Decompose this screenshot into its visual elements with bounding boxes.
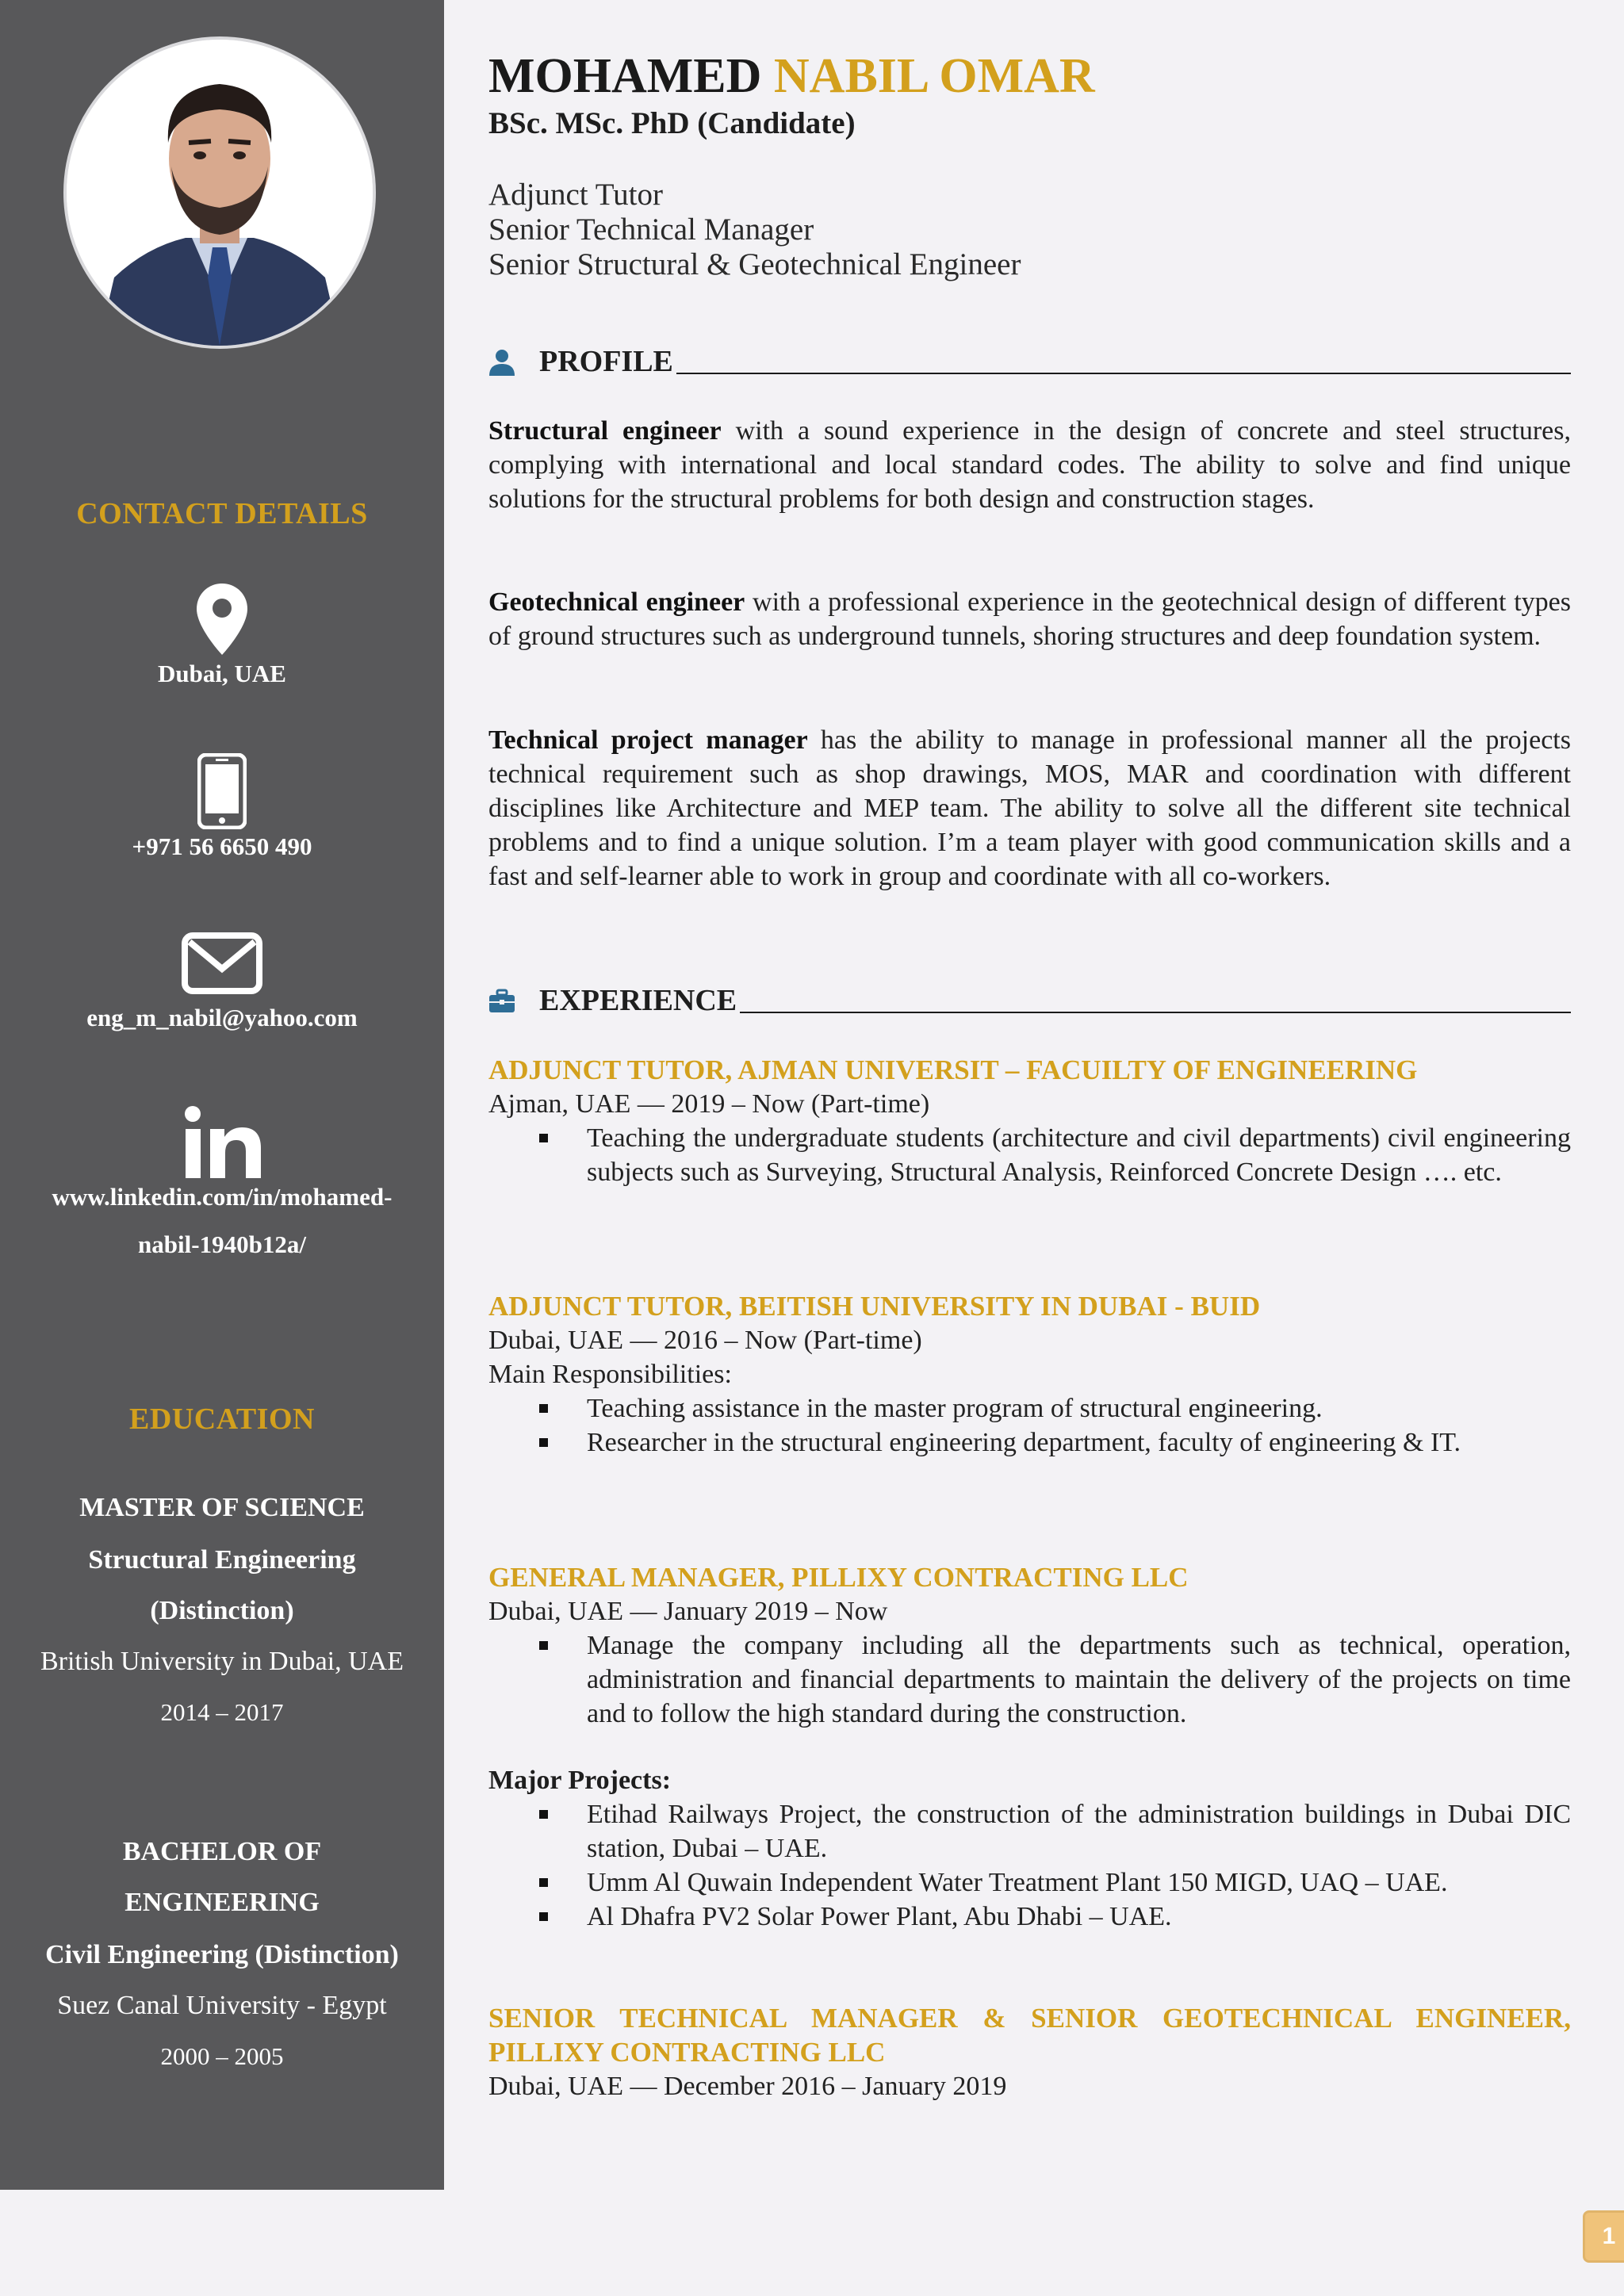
edu-master-school: British University in Dubai, UAE [40,1647,404,1676]
profile-photo [63,36,376,349]
paragraph-lead: Geotechnical engineer [488,587,745,617]
location-text: Dubai, UAE [158,660,286,687]
list-item: Teaching the undergraduate students (architecture and civil departments) civil engineering subjects such as Surveying, Structural Analysis, Reinforced Concrete Design …. etc. [488,1121,1571,1189]
list-item: Manage the company including all the departments such as technical, operation, administration and financial departments to maintain the delivery of the projects on time and to follow the high standard during the construction. [488,1628,1571,1731]
paragraph-lead: Technical project manager [488,725,808,755]
major-projects-heading: Major Projects: [488,1766,672,1795]
education-heading: EDUCATION [129,1402,315,1436]
job-titles [488,178,1021,282]
job-meta-buid: Dubai, UAE — 2016 – Now (Part-time) [488,1326,922,1355]
linkedin-url-line1[interactable]: www.linkedin.com/in/mohamed- [52,1183,393,1211]
job-responsibilities-label: Main Responsibilities: [488,1360,732,1389]
paragraph-lead: Structural engineer [488,416,722,446]
job-meta-pillixy-stm: Dubai, UAE — December 2016 – January 2019 [488,2072,1007,2101]
list-item: Teaching assistance in the master program of structural engineering. [488,1391,1571,1425]
paragraph-text: has the ability to manage in professional manner all the projects technical requirement such as shop drawings, MOS, MAR and coordination with different disciplines like Architecture and MEP team. The ability to solve all the different site technical problems and to find a unique solution. I’m a team player with good communication skills and a fast and self-learner able to work in group and coordinate with all co-workers. [488,725,1571,891]
edu-bachelor-school: Suez Canal University - Egypt [57,1991,387,2020]
person-icon [488,349,515,376]
edu-master-honor: (Distinction) [150,1596,294,1625]
edu-master-years: 2014 – 2017 [160,1698,284,1726]
job-title-ajman: ADJUNCT TUTOR, AJMAN UNIVERSIT – FACUILTY OF ENGINEERING [488,1054,1418,1085]
job-title-buid: ADJUNCT TUTOR, BEITISH UNIVERSITY IN DUBAI - BUID [488,1291,1261,1322]
paragraph-text: with a sound experience in the design of concrete and steel structures, complying with international and local standard codes. The ability to solve and find unique solutions for the structural problems for both design and construction stages. [488,416,1572,514]
experience-section-header [488,980,1571,1021]
section-divider [740,1012,1571,1013]
linkedin-url-line2[interactable]: nabil-1940b12a/ [138,1230,306,1258]
portrait-image [67,40,373,346]
edu-bachelor-field: Civil Engineering (Distinction) [45,1940,399,1969]
job-meta-pillixy-gm: Dubai, UAE — January 2019 – Now [488,1597,888,1626]
profile-heading: PROFILE [539,345,673,378]
sidebar [0,0,444,2190]
list-item: Al Dhafra PV2 Solar Power Plant, Abu Dhabi – UAE. [488,1900,1571,1934]
profile-paragraph-geotechnical [488,585,1571,653]
profile-paragraph-structural [488,414,1571,516]
job-bullets-ajman [488,1121,1571,1189]
list-item: Umm Al Quwain Independent Water Treatment Plant 150 MIGD, UAQ – UAE. [488,1866,1571,1900]
edu-master-degree: MASTER OF SCIENCE [79,1493,365,1522]
paragraph-text: with a professional experience in the geotechnical design of different types of ground structures such as underground tunnels, shoring structures and deep foundation system. [488,587,1571,651]
job-meta-ajman: Ajman, UAE — 2019 – Now (Part-time) [488,1089,930,1119]
edu-bachelor-degree-line2: ENGINEERING [124,1888,320,1917]
contact-details-heading: CONTACT DETAILS [76,497,368,530]
last-name: NABIL OMAR [773,49,1095,103]
experience-heading: EXPERIENCE [539,984,737,1017]
profile-paragraph-manager [488,723,1571,894]
profile-section-header [488,341,1571,382]
mobile-phone-icon [0,753,444,829]
job-title-pillixy-gm: GENERAL MANAGER, PILLIXY CONTRACTING LLC [488,1562,1189,1593]
full-name [488,46,1095,106]
edu-bachelor-years: 2000 – 2005 [160,2042,284,2070]
page-number-badge: 1 [1583,2210,1624,2263]
envelope-icon [0,932,444,994]
major-projects-list [488,1797,1571,1934]
location-pin-icon [0,584,444,655]
first-name: MOHAMED [488,49,762,103]
list-item: Etihad Railways Project, the construction of the administration buildings in Dubai DIC station, Dubai – UAE. [488,1797,1571,1866]
title-line: Adjunct Tutor [488,178,663,212]
job-title-pillixy-stm: SENIOR TECHNICAL MANAGER & SENIOR GEOTECHNICAL ENGINEER, PILLIXY CONTRACTING LLC [488,2003,1571,2068]
phone-text: +971 56 6650 490 [132,832,312,860]
linkedin-icon [0,1105,444,1178]
title-line: Senior Structural & Geotechnical Engineer [488,247,1021,281]
email-text[interactable]: eng_m_nabil@yahoo.com [86,1004,358,1031]
title-line: Senior Technical Manager [488,212,814,247]
briefcase-icon [488,988,515,1015]
job-bullets-pillixy-gm [488,1628,1571,1731]
edu-bachelor-degree-line1: BACHELOR OF [122,1837,322,1866]
list-item: Researcher in the structural engineering department, faculty of engineering & IT. [488,1425,1571,1460]
section-divider [676,373,1571,374]
degree-line: BSc. MSc. PhD (Candidate) [488,106,856,140]
job-bullets-buid [488,1391,1571,1460]
edu-master-field: Structural Engineering [88,1545,356,1575]
